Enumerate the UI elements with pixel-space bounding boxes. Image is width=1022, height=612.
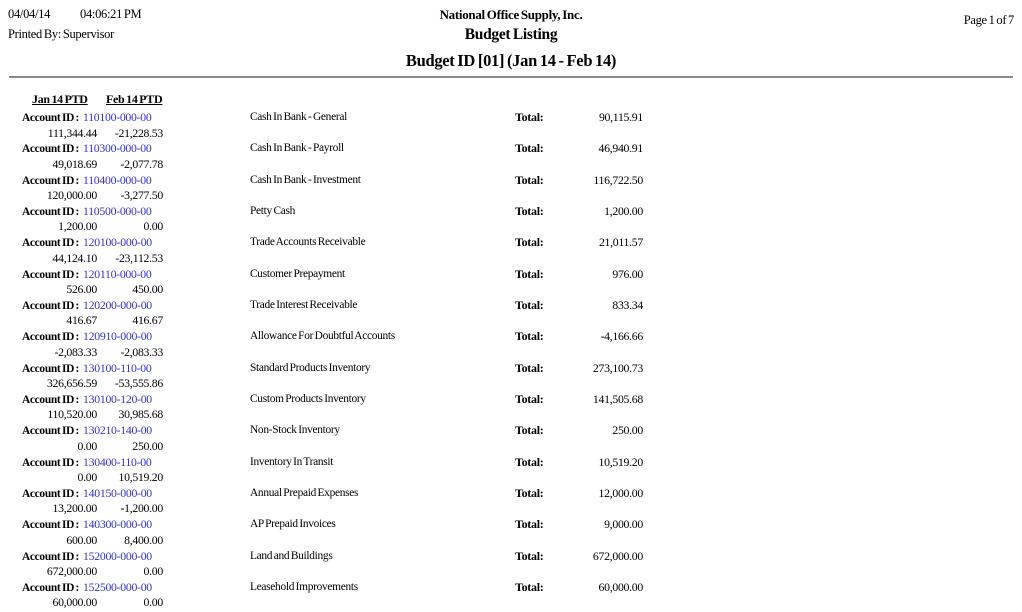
- total-value: 1,200.00: [604, 203, 643, 218]
- total-label: Total:: [515, 297, 544, 312]
- account-line: [22, 235, 152, 250]
- budget-row: [0, 548, 1022, 579]
- total-value: 141,505.68: [592, 391, 643, 406]
- budget-row: [0, 391, 1022, 422]
- account-description: Allowance For Doubtful Accounts: [250, 330, 395, 343]
- account-id-label: Account ID :: [22, 112, 80, 124]
- report-subtitle: Budget ID [01] (Jan 14 - Feb 14): [405, 51, 617, 70]
- account-line: [22, 329, 152, 344]
- page-indicator: Page 1 of 7: [963, 13, 1014, 27]
- total-label: Total:: [515, 203, 544, 218]
- feb14-ptd-value: 8,400.00: [124, 532, 163, 547]
- account-id-link[interactable]: 120910-000-00: [83, 329, 152, 344]
- jan14-ptd-value: 672,000.00: [46, 564, 97, 579]
- jan14-ptd-value: 600.00: [66, 532, 97, 547]
- jan14-ptd-value: 44,124.10: [52, 250, 97, 265]
- feb14-ptd-value: 10,519.20: [118, 470, 163, 485]
- account-description: Annual Prepaid Expenses: [250, 486, 359, 499]
- account-id-link[interactable]: 152000-000-00: [83, 548, 152, 563]
- jan14-ptd-value: 111,344.44: [47, 125, 97, 140]
- account-line: [22, 392, 152, 407]
- total-label: Total:: [515, 110, 544, 124]
- budget-row: [0, 172, 1022, 203]
- total-label: Total:: [515, 579, 544, 594]
- account-id-link[interactable]: 120200-000-00: [83, 297, 152, 312]
- total-value: 12,000.00: [598, 485, 643, 500]
- account-id-label: Account ID :: [22, 425, 80, 438]
- total-label: Total:: [515, 517, 544, 532]
- budget-row: [0, 203, 1022, 234]
- feb14-ptd-value: -3,277.50: [120, 188, 163, 203]
- jan14-ptd-value: 120,000.00: [46, 188, 97, 203]
- account-line: [22, 141, 151, 156]
- account-line: [22, 580, 152, 595]
- total-value: 10,519.20: [598, 454, 643, 469]
- total-label: Total:: [515, 141, 544, 156]
- jan14-ptd-value: -2,083.33: [54, 344, 97, 359]
- account-line: [22, 173, 151, 188]
- total-value: 250.00: [612, 423, 643, 438]
- total-label: Total:: [515, 235, 544, 250]
- total-value: 60,000.00: [598, 579, 643, 594]
- total-value: 116,722.50: [593, 172, 643, 187]
- jan14-ptd-value: 13,200.00: [52, 501, 97, 516]
- budget-row: [0, 422, 1022, 453]
- account-id-label: Account ID :: [22, 268, 80, 281]
- account-description: Customer Prepayment: [250, 267, 345, 280]
- account-description: Petty Cash: [250, 204, 296, 217]
- account-description: Cash In Bank - Payroll: [250, 142, 344, 155]
- total-label: Total:: [515, 548, 544, 563]
- account-description: Cash In Bank - Investment: [250, 173, 361, 186]
- feb14-ptd-value: 30,985.68: [118, 407, 163, 422]
- total-label: Total:: [515, 172, 544, 187]
- total-label: Total:: [515, 266, 544, 281]
- account-id-link[interactable]: 110400-000-00: [83, 172, 152, 187]
- jan14-ptd-value: 1,200.00: [58, 219, 97, 234]
- feb14-ptd-value: 450.00: [132, 282, 163, 297]
- account-description: AP Prepaid Invoices: [250, 518, 336, 531]
- account-id-link[interactable]: 152500-000-00: [83, 579, 152, 594]
- feb14-ptd-value: -2,077.78: [120, 156, 163, 171]
- account-id-link[interactable]: 140300-000-00: [83, 517, 152, 532]
- feb14-ptd-value: 416.67: [132, 313, 163, 328]
- jan14-ptd-value: 526.00: [66, 282, 97, 297]
- account-description: Non-Stock Inventory: [250, 424, 340, 437]
- account-id-link[interactable]: 120100-000-00: [83, 235, 152, 250]
- budget-row: [0, 266, 1022, 297]
- report-date: 04/04/14: [8, 7, 51, 21]
- total-value: 90,115.91: [598, 110, 643, 124]
- account-id-link[interactable]: 110100-000-00: [83, 110, 152, 124]
- jan14-ptd-value: 326,656.59: [46, 376, 97, 391]
- account-id-link[interactable]: 140150-000-00: [83, 485, 152, 500]
- total-value: 672,000.00: [592, 548, 643, 563]
- budget-row: [0, 234, 1022, 265]
- account-id-label: Account ID :: [22, 456, 80, 469]
- account-description: Land and Buildings: [250, 549, 333, 562]
- account-line: [22, 455, 151, 470]
- account-id-label: Account ID :: [22, 299, 80, 312]
- budget-row: [0, 328, 1022, 359]
- account-id-label: Account ID :: [22, 581, 80, 594]
- account-description: Leasehold Improvements: [250, 580, 358, 593]
- total-label: Total:: [515, 454, 544, 469]
- account-id-label: Account ID :: [22, 550, 80, 563]
- account-line: [22, 549, 152, 564]
- account-description: Trade Interest Receivable: [250, 298, 358, 311]
- budget-row: [0, 360, 1022, 391]
- feb14-ptd-value: -2,083.33: [120, 344, 163, 359]
- total-value: 833.34: [612, 297, 643, 312]
- total-label: Total:: [515, 329, 544, 344]
- header-divider: [9, 76, 1013, 78]
- account-line: [22, 423, 152, 438]
- account-id-link[interactable]: 130100-120-00: [83, 391, 152, 406]
- account-id-label: Account ID :: [22, 362, 80, 375]
- account-id-label: Account ID :: [22, 487, 80, 500]
- company-name: National Office Supply, Inc.: [439, 7, 583, 22]
- budget-row: [0, 109, 1022, 140]
- account-id-link[interactable]: 130100-110-00: [83, 360, 152, 375]
- total-label: Total:: [515, 485, 544, 500]
- account-id-link[interactable]: 120110-000-00: [83, 266, 152, 281]
- feb14-ptd-value: 0.00: [143, 595, 163, 610]
- jan14-ptd-value: 49,018.69: [52, 156, 97, 171]
- total-value: 46,940.91: [598, 141, 643, 156]
- column-header-feb14-ptd: Feb 14 PTD: [106, 92, 163, 106]
- feb14-ptd-value: -21,228.53: [114, 125, 163, 140]
- feb14-ptd-value: 250.00: [132, 438, 163, 453]
- account-line: [22, 110, 151, 125]
- account-description: Custom Products Inventory: [250, 392, 366, 405]
- jan14-ptd-value: 0.00: [77, 438, 97, 453]
- total-value: 273,100.73: [592, 360, 643, 375]
- budget-row: [0, 516, 1022, 547]
- budget-row: [0, 297, 1022, 328]
- report-time: 04:06:21 PM: [80, 7, 142, 21]
- feb14-ptd-value: -53,555.86: [114, 376, 163, 391]
- total-value: 21,011.57: [598, 235, 643, 250]
- account-line: [22, 361, 151, 376]
- total-value: -4,166.66: [600, 329, 643, 344]
- budget-row: [0, 579, 1022, 610]
- account-id-link[interactable]: 110500-000-00: [83, 203, 152, 218]
- report-rows: [0, 109, 1022, 610]
- total-label: Total:: [515, 360, 544, 375]
- account-description: Inventory In Transit: [250, 455, 334, 468]
- account-line: [22, 517, 152, 532]
- column-header-jan14-ptd: Jan 14 PTD: [32, 92, 88, 106]
- jan14-ptd-value: 416.67: [66, 313, 97, 328]
- account-line: [22, 486, 152, 501]
- account-line: [22, 204, 151, 219]
- account-line: [22, 267, 151, 282]
- jan14-ptd-value: 0.00: [77, 470, 97, 485]
- budget-row: [0, 454, 1022, 485]
- account-id-label: Account ID :: [22, 519, 80, 532]
- report-title: Budget Listing: [464, 26, 558, 43]
- account-id-label: Account ID :: [22, 393, 80, 406]
- jan14-ptd-value: 110,520.00: [47, 407, 97, 422]
- jan14-ptd-value: 60,000.00: [52, 595, 97, 610]
- feb14-ptd-value: -1,200.00: [120, 501, 163, 516]
- account-id-link[interactable]: 130210-140-00: [83, 423, 152, 438]
- account-id-link[interactable]: 110300-000-00: [83, 141, 152, 156]
- feb14-ptd-value: 0.00: [143, 219, 163, 234]
- feb14-ptd-value: -23,112.53: [115, 250, 163, 265]
- account-id-label: Account ID :: [22, 205, 80, 218]
- total-value: 9,000.00: [604, 517, 643, 532]
- budget-row: [0, 140, 1022, 171]
- account-id-link[interactable]: 130400-110-00: [83, 454, 152, 469]
- total-label: Total:: [515, 423, 544, 438]
- account-id-label: Account ID :: [22, 237, 80, 250]
- account-description: Standard Products Inventory: [250, 361, 371, 374]
- total-value: 976.00: [612, 266, 643, 281]
- account-description: Cash In Bank - General: [250, 111, 347, 123]
- account-id-label: Account ID :: [22, 143, 80, 156]
- printed-by: Printed By: Supervisor: [8, 27, 114, 41]
- budget-row: [0, 485, 1022, 516]
- total-label: Total:: [515, 391, 544, 406]
- account-line: [22, 298, 152, 313]
- account-description: Trade Accounts Receivable: [250, 236, 366, 249]
- feb14-ptd-value: 0.00: [143, 564, 163, 579]
- account-id-label: Account ID :: [22, 331, 80, 344]
- account-id-label: Account ID :: [22, 174, 80, 187]
